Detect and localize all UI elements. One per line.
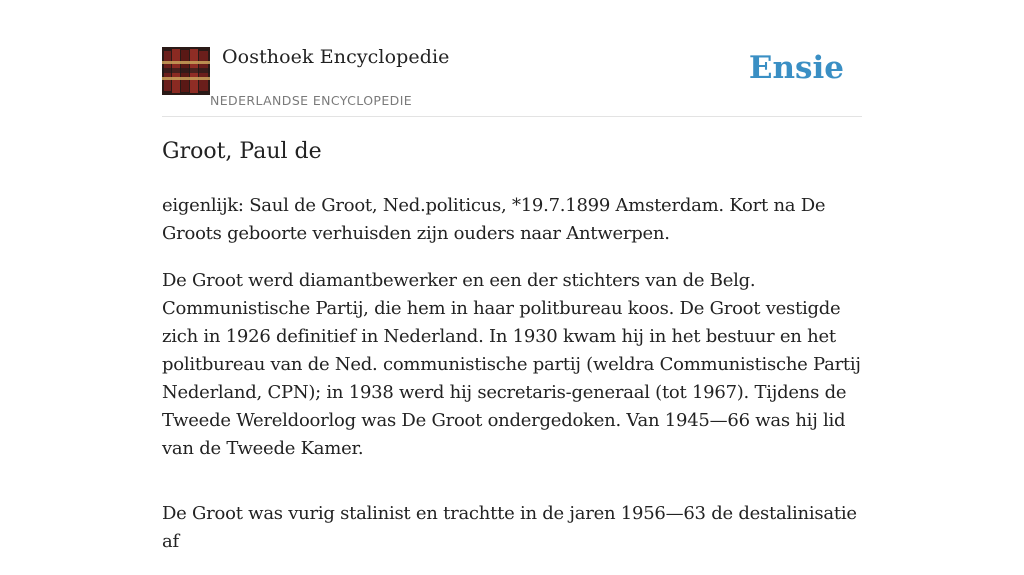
source-avatar[interactable] <box>162 47 210 95</box>
article-paragraph: De Groot werd diamantbewerker en een der stichters van de Belg. Communistische Partij, die hem in haar politbureau koos. De Groot vestigde zich in 1926 definitief in Nederland. In 1930 kwam hij in het bestuur en het politbureau van de Ned. communistische partij (weldra Communistische Partij Nederland, CPN); in 1938 werd hij secretaris-generaal (tot 1967). Tijdens de Tweede Wereldoorlog was De Groot ondergedoken. Van 1945—66 was hij lid van de Tweede Kamer. <box>162 270 861 459</box>
source-title[interactable]: Oosthoek Encyclopedie <box>222 46 450 68</box>
article-paragraph: eigenlijk: Saul de Groot, Ned.politicus, *19.7.1899 Amsterdam. Kort na De Groots geboorte verhuisden zijn ouders naar Antwerpen. <box>162 195 826 244</box>
article-body <box>162 192 862 575</box>
article-title: Groot, Paul de <box>162 139 322 164</box>
source-subtitle: NEDERLANDSE ENCYCLOPEDIE <box>210 93 413 108</box>
brand-logo[interactable]: Ensie <box>748 50 844 86</box>
article-paragraph: De Groot was vurig stalinist en trachtte in de jaren 1956—63 de destalinisatie af <box>162 503 857 552</box>
encyclopedia-books-icon <box>162 47 210 95</box>
header <box>162 46 862 117</box>
